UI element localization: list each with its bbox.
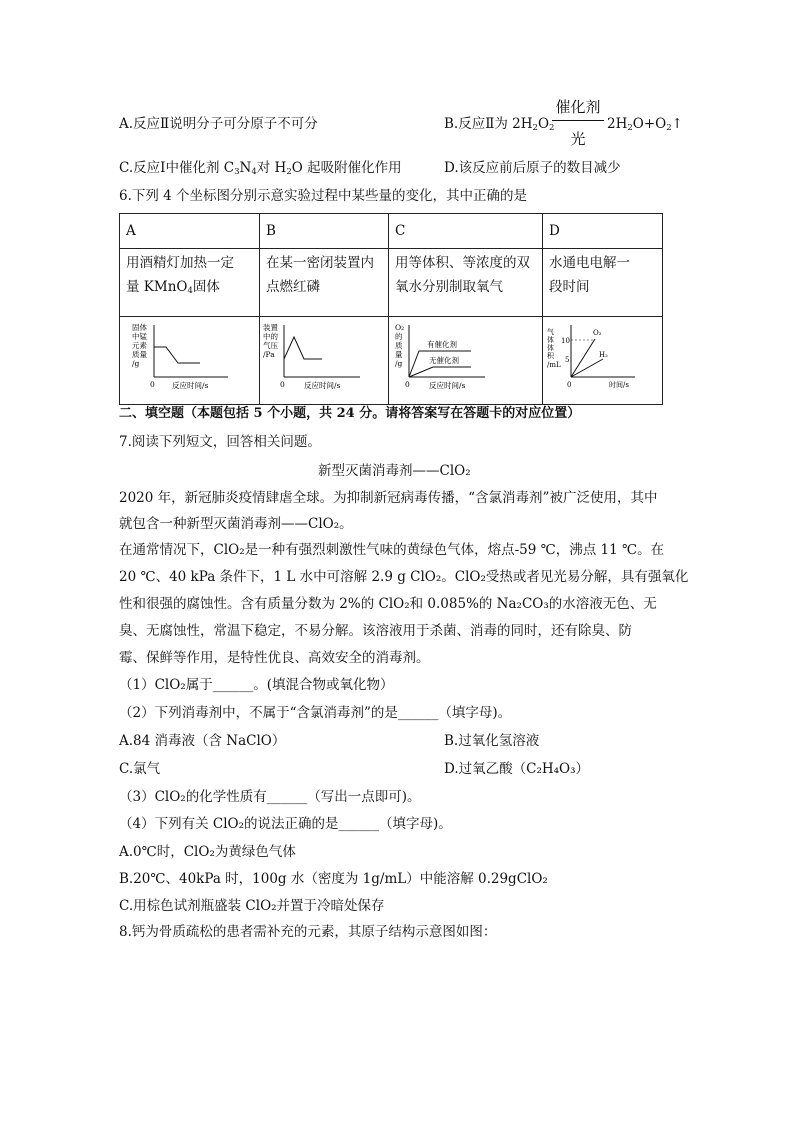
q6-header-b: B <box>260 214 389 249</box>
graph-d-line-o2 <box>571 339 595 377</box>
q7-sub-4-option-c: C.用棕色试剂瓶盛装 ClO₂并置于冷暗处保存 <box>119 898 385 914</box>
graph-a-xlabel: 反应时间/s <box>172 381 209 390</box>
graph-c-xlabel: 反应时间/s <box>429 381 466 390</box>
graph-a-curve <box>154 347 200 363</box>
graph-c-label-2: 无催化剂 <box>429 356 459 365</box>
q6-desc-d: 水通电电解一 段时间 <box>543 249 663 317</box>
graph-b-ylabel-0: 装置 <box>263 323 278 332</box>
q6-graph-a-cell <box>120 317 260 405</box>
graph-c-ylabel-2: 质 <box>395 341 403 350</box>
q5-option-a: A.反应Ⅱ说明分子可分原子不可分 <box>119 116 318 132</box>
graph-b-xlabel: 反应时间/s <box>304 381 341 390</box>
q7-sub-1: （1）ClO₂属于______。(填混合物或氧化物） <box>119 677 394 693</box>
q5-option-b-product: $2H_2O+O_2↑$ <box>607 116 683 133</box>
q7-article-title: 新型灭菌消毒剂——ClO₂ <box>318 463 471 479</box>
q7-paragraph-2-line-3: 性和很强的腐蚀性。含有质量分数为 2%的 ClO₂和 0.085%的 Na₂CO₃的水溶液无色、无 <box>119 596 657 612</box>
q7-paragraph-2-line-5: 霉、保鲜等作用，是特性优良、高效安全的消毒剂。 <box>119 650 430 666</box>
graph-c-ylabel-0: O₂ <box>395 323 405 332</box>
graph-a-origin: 0 <box>150 380 155 389</box>
graph-a-ylabel-0: 固体 <box>132 323 147 332</box>
q7-sub-2-option-c: C.氯气 <box>119 761 161 777</box>
graph-b-ylabel-3: /Pa <box>263 350 275 359</box>
q6-header-d: D <box>543 214 663 249</box>
q6-header-a: A <box>120 214 260 249</box>
q5-reaction-bar <box>552 120 604 121</box>
q6-desc-c: 用等体积、等浓度的双 氧水分别制取氧气 <box>389 249 543 317</box>
q7-sub-2-option-a: A.84 消毒液（含 NaClO） <box>119 733 286 749</box>
q7-paragraph-2-line-1: 在通常情况下，ClO₂是一种有强烈刺激性气味的黄绿色气体，熔点-59 ℃，沸点 11 ℃。在 <box>119 542 665 558</box>
q6-desc-a: 用酒精灯加热一定 量 KMnO$_4$固体 <box>120 249 260 317</box>
q6-graph-c <box>389 317 543 404</box>
q6-table <box>119 213 663 405</box>
q6-graph-d-cell <box>543 317 663 405</box>
q7-sub-4-option-b: B.20℃、40kPa 时，100g 水（密度为 1g/mL）中能溶解 0.29gClO₂ <box>119 871 548 887</box>
graph-a-ylabel-2: 元素 <box>132 341 147 350</box>
graph-a-ylabel-4: /g <box>132 359 140 368</box>
graph-d-label-o2: O₂ <box>593 329 602 337</box>
q7-paragraph-1-line-2: 就包含一种新型灭菌消毒剂——ClO₂。 <box>119 516 353 532</box>
graph-b-ylabel-1: 中的 <box>263 332 278 341</box>
q6-graph-b <box>260 317 389 404</box>
graph-d-ylabel-4: /mL <box>547 361 561 369</box>
q7-paragraph-2-line-2: 20 ℃、40 kPa 条件下，1 L 水中可溶解 2.9 g ClO₂。ClO₂受热或者见光易分解，具有强氧化 <box>119 569 689 585</box>
q5-condition-top: 催化剂 <box>555 98 601 116</box>
q7-sub-4-option-a: A.0℃时，ClO₂为黄绿色气体 <box>119 844 296 860</box>
q5-condition-bottom: 光 <box>570 130 586 148</box>
graph-d-origin: 0 <box>567 381 572 389</box>
q6-stem: 6.下列 4 个坐标图分别示意实验过程中某些量的变化，其中正确的是 <box>119 188 528 204</box>
graph-c-ylabel-4: /g <box>395 359 403 368</box>
graph-a-ylabel-1: 中锰 <box>132 332 147 341</box>
q6-graph-d <box>543 317 663 404</box>
q7-paragraph-1-line-1: 2020 年，新冠肺炎疫情肆虐全球。为抑制新冠病毒传播，“含氯消毒剂”被广泛使用，其中 <box>119 490 658 506</box>
graph-c-label-1: 有催化剂 <box>427 340 457 349</box>
q5-option-b: B.反应Ⅱ为 $2H_2O_2$ <box>444 116 555 133</box>
q7-paragraph-2-line-4: 臭、无腐蚀性，常温下稳定，不易分解。该溶液用于杀菌、消毒的同时，还有除臭、防 <box>119 623 632 639</box>
graph-d-tick-10: 10 <box>561 337 570 345</box>
q6-graph-c-cell <box>389 317 543 405</box>
graph-d-ylabel-1: 体 <box>547 336 554 344</box>
graph-a-ylabel-3: 质量 <box>132 350 147 359</box>
q6-graph-b-cell <box>260 317 389 405</box>
graph-d-ylabel-2: 体 <box>547 344 554 352</box>
graph-d-ylabel-3: 积 <box>547 352 554 360</box>
graph-d-ylabel-0: 气 <box>547 328 554 336</box>
graph-d-tick-5: 5 <box>565 356 570 364</box>
graph-c-ylabel-3: 量 <box>395 350 403 359</box>
q7-sub-2-option-d: D.过氧乙酸（C₂H₄O₃） <box>444 761 590 777</box>
graph-b-origin: 0 <box>280 380 285 389</box>
graph-b-curve <box>284 337 322 359</box>
q6-desc-b: 在某一密闭装置内 点燃红磷 <box>260 249 389 317</box>
graph-d-label-h2: H₂ <box>599 351 608 359</box>
graph-d-line-h2 <box>571 359 603 377</box>
graph-c-ylabel-1: 的 <box>395 332 403 341</box>
q8-stem: 8.钙为骨质疏松的患者需补充的元素，其原子结构示意图如图： <box>119 924 497 940</box>
q7-sub-3: （3）ClO₂的化学性质有______（写出一点即可)。 <box>119 789 421 805</box>
q5-option-c: C.反应Ⅰ中催化剂 $C_3N_4$对 $H_2O$ 起吸附催化作用 <box>119 160 402 177</box>
graph-c-origin: 0 <box>405 380 410 389</box>
q7-sub-2: （2）下列消毒剂中，不属于“含氯消毒剂”的是______（填字母)。 <box>119 705 512 721</box>
graph-d-xlabel: 时间/s <box>609 381 629 389</box>
q7-sub-4: （4）下列有关 ClO₂的说法正确的是______（填字母)。 <box>119 816 452 832</box>
graph-b-ylabel-2: 气压 <box>263 341 278 350</box>
q7-sub-2-option-b: B.过氧化氢溶液 <box>444 733 540 749</box>
q6-header-c: C <box>389 214 543 249</box>
q6-graph-a <box>120 317 260 404</box>
q5-option-d: D.该反应前后原子的数目减少 <box>444 160 621 176</box>
q7-stem: 7.阅读下列短文，回答相关问题。 <box>119 434 321 450</box>
graph-c-line-no-catalyst <box>409 367 471 377</box>
section-2-heading: 二、填空题（本题包括 5 个小题，共 24 分。请将答案写在答题卡的对应位置） <box>119 406 581 421</box>
